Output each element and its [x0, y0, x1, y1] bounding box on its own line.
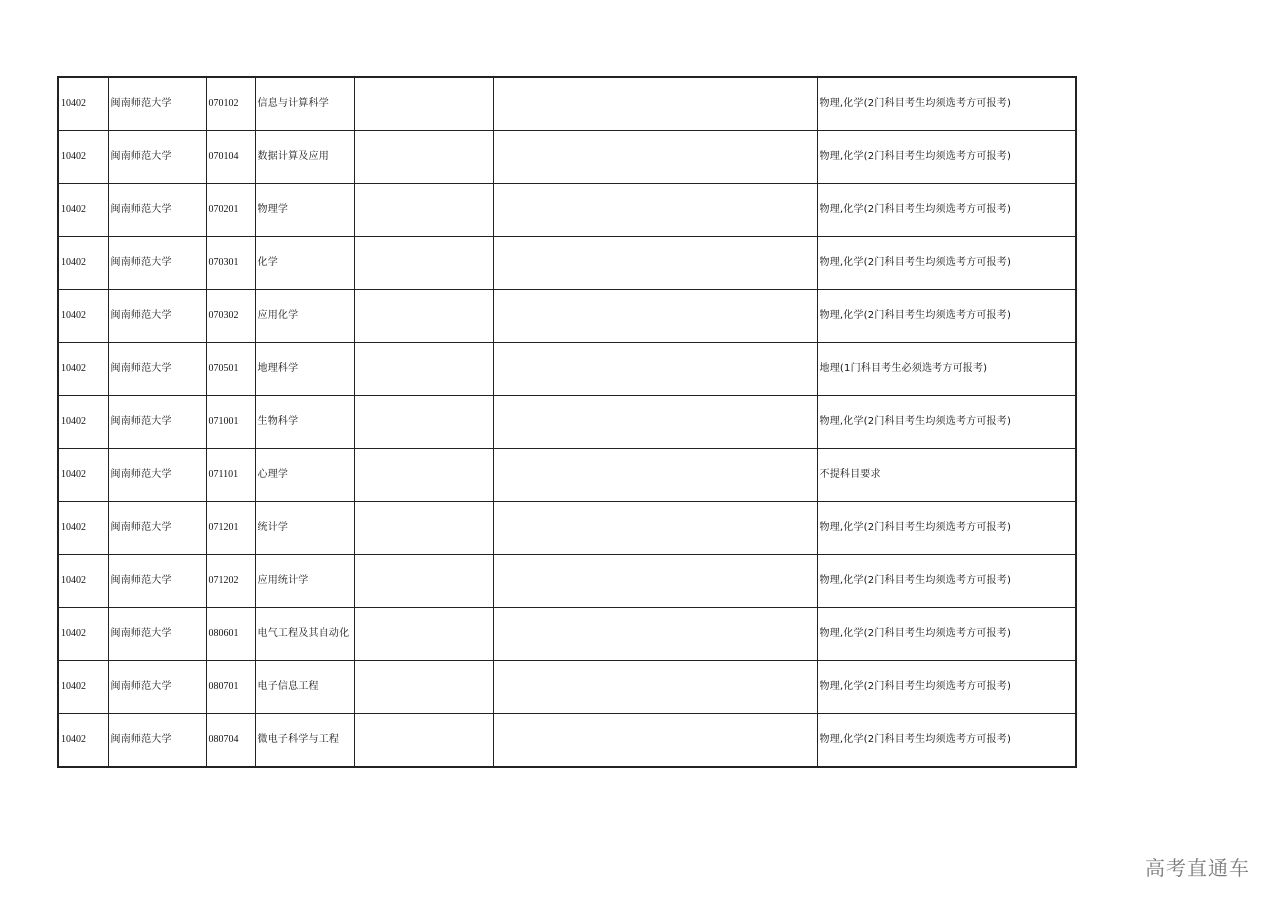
- major-name-cell: 应用化学: [255, 290, 354, 343]
- watermark-text: 高考直通车: [1145, 856, 1250, 880]
- school-name-cell: 闽南师范大学: [108, 714, 206, 768]
- school-code-cell: 10402: [58, 714, 108, 768]
- blank-cell-5: [354, 661, 493, 714]
- subject-requirement-cell: 物理,化学(2门科目考生均须选考方可报考): [817, 396, 1076, 449]
- major-code-cell: 070301: [206, 237, 255, 290]
- blank-cell-5: [354, 131, 493, 184]
- major-name-cell: 电气工程及其自动化: [255, 608, 354, 661]
- subject-requirement-cell: 物理,化学(2门科目考生均须选考方可报考): [817, 131, 1076, 184]
- school-name-cell: 闽南师范大学: [108, 290, 206, 343]
- blank-cell-6: [493, 555, 817, 608]
- major-name-cell: 数据计算及应用: [255, 131, 354, 184]
- school-code-cell: 10402: [58, 131, 108, 184]
- blank-cell-6: [493, 661, 817, 714]
- major-code-cell: 070102: [206, 77, 255, 131]
- blank-cell-5: [354, 555, 493, 608]
- blank-cell-6: [493, 502, 817, 555]
- blank-cell-6: [493, 290, 817, 343]
- table-row: [58, 661, 1076, 714]
- school-name-cell: 闽南师范大学: [108, 131, 206, 184]
- blank-cell-6: [493, 184, 817, 237]
- table-row: [58, 184, 1076, 237]
- blank-cell-6: [493, 343, 817, 396]
- blank-cell-6: [493, 77, 817, 131]
- school-name-cell: 闽南师范大学: [108, 237, 206, 290]
- table-row: [58, 77, 1076, 131]
- blank-cell-5: [354, 502, 493, 555]
- major-name-cell: 化学: [255, 237, 354, 290]
- blank-cell-5: [354, 290, 493, 343]
- major-code-cell: 080601: [206, 608, 255, 661]
- major-name-cell: 微电子科学与工程: [255, 714, 354, 768]
- school-name-cell: 闽南师范大学: [108, 555, 206, 608]
- school-code-cell: 10402: [58, 184, 108, 237]
- major-code-cell: 080704: [206, 714, 255, 768]
- subject-requirement-cell: 物理,化学(2门科目考生均须选考方可报考): [817, 661, 1076, 714]
- blank-cell-5: [354, 343, 493, 396]
- table-row: [58, 555, 1076, 608]
- school-name-cell: 闽南师范大学: [108, 449, 206, 502]
- major-code-cell: 070201: [206, 184, 255, 237]
- school-code-cell: 10402: [58, 449, 108, 502]
- school-name-cell: 闽南师范大学: [108, 184, 206, 237]
- school-name-cell: 闽南师范大学: [108, 502, 206, 555]
- table-row: [58, 714, 1076, 768]
- subject-requirement-cell: 物理,化学(2门科目考生均须选考方可报考): [817, 184, 1076, 237]
- table-row: [58, 608, 1076, 661]
- blank-cell-6: [493, 714, 817, 768]
- major-name-cell: 电子信息工程: [255, 661, 354, 714]
- blank-cell-5: [354, 396, 493, 449]
- subject-requirement-cell: 物理,化学(2门科目考生均须选考方可报考): [817, 608, 1076, 661]
- blank-cell-6: [493, 608, 817, 661]
- table-row: [58, 343, 1076, 396]
- school-name-cell: 闽南师范大学: [108, 77, 206, 131]
- blank-cell-5: [354, 77, 493, 131]
- blank-cell-6: [493, 396, 817, 449]
- major-name-cell: 生物科学: [255, 396, 354, 449]
- major-code-cell: 071101: [206, 449, 255, 502]
- major-code-cell: 071202: [206, 555, 255, 608]
- table-row: [58, 502, 1076, 555]
- blank-cell-5: [354, 449, 493, 502]
- school-code-cell: 10402: [58, 77, 108, 131]
- table-row: [58, 449, 1076, 502]
- subject-requirement-cell: 物理,化学(2门科目考生均须选考方可报考): [817, 290, 1076, 343]
- major-code-cell: 070501: [206, 343, 255, 396]
- major-code-cell: 070104: [206, 131, 255, 184]
- major-name-cell: 物理学: [255, 184, 354, 237]
- subject-requirement-cell: 物理,化学(2门科目考生均须选考方可报考): [817, 77, 1076, 131]
- blank-cell-6: [493, 449, 817, 502]
- school-name-cell: 闽南师范大学: [108, 396, 206, 449]
- subject-requirement-cell: 物理,化学(2门科目考生均须选考方可报考): [817, 502, 1076, 555]
- school-code-cell: 10402: [58, 608, 108, 661]
- major-code-cell: 071001: [206, 396, 255, 449]
- school-name-cell: 闽南师范大学: [108, 608, 206, 661]
- subject-requirement-table: [57, 76, 1077, 768]
- school-code-cell: 10402: [58, 237, 108, 290]
- school-code-cell: 10402: [58, 290, 108, 343]
- blank-cell-5: [354, 608, 493, 661]
- school-code-cell: 10402: [58, 661, 108, 714]
- school-code-cell: 10402: [58, 555, 108, 608]
- school-code-cell: 10402: [58, 343, 108, 396]
- table-row: [58, 396, 1076, 449]
- major-code-cell: 070302: [206, 290, 255, 343]
- blank-cell-5: [354, 237, 493, 290]
- table-row: [58, 290, 1076, 343]
- school-code-cell: 10402: [58, 502, 108, 555]
- subject-requirement-cell: 物理,化学(2门科目考生均须选考方可报考): [817, 714, 1076, 768]
- blank-cell-6: [493, 131, 817, 184]
- blank-cell-5: [354, 714, 493, 768]
- subject-requirement-cell: 不提科目要求: [817, 449, 1076, 502]
- subject-requirement-cell: 物理,化学(2门科目考生均须选考方可报考): [817, 237, 1076, 290]
- blank-cell-6: [493, 237, 817, 290]
- school-name-cell: 闽南师范大学: [108, 661, 206, 714]
- major-name-cell: 应用统计学: [255, 555, 354, 608]
- major-name-cell: 统计学: [255, 502, 354, 555]
- blank-cell-5: [354, 184, 493, 237]
- school-code-cell: 10402: [58, 396, 108, 449]
- table-body: [58, 77, 1076, 767]
- major-name-cell: 地理科学: [255, 343, 354, 396]
- subject-requirement-cell: 物理,化学(2门科目考生均须选考方可报考): [817, 555, 1076, 608]
- major-name-cell: 心理学: [255, 449, 354, 502]
- major-name-cell: 信息与计算科学: [255, 77, 354, 131]
- major-code-cell: 080701: [206, 661, 255, 714]
- school-name-cell: 闽南师范大学: [108, 343, 206, 396]
- table-row: [58, 237, 1076, 290]
- subject-requirement-cell: 地理(1门科目考生必须选考方可报考): [817, 343, 1076, 396]
- table-row: [58, 131, 1076, 184]
- major-code-cell: 071201: [206, 502, 255, 555]
